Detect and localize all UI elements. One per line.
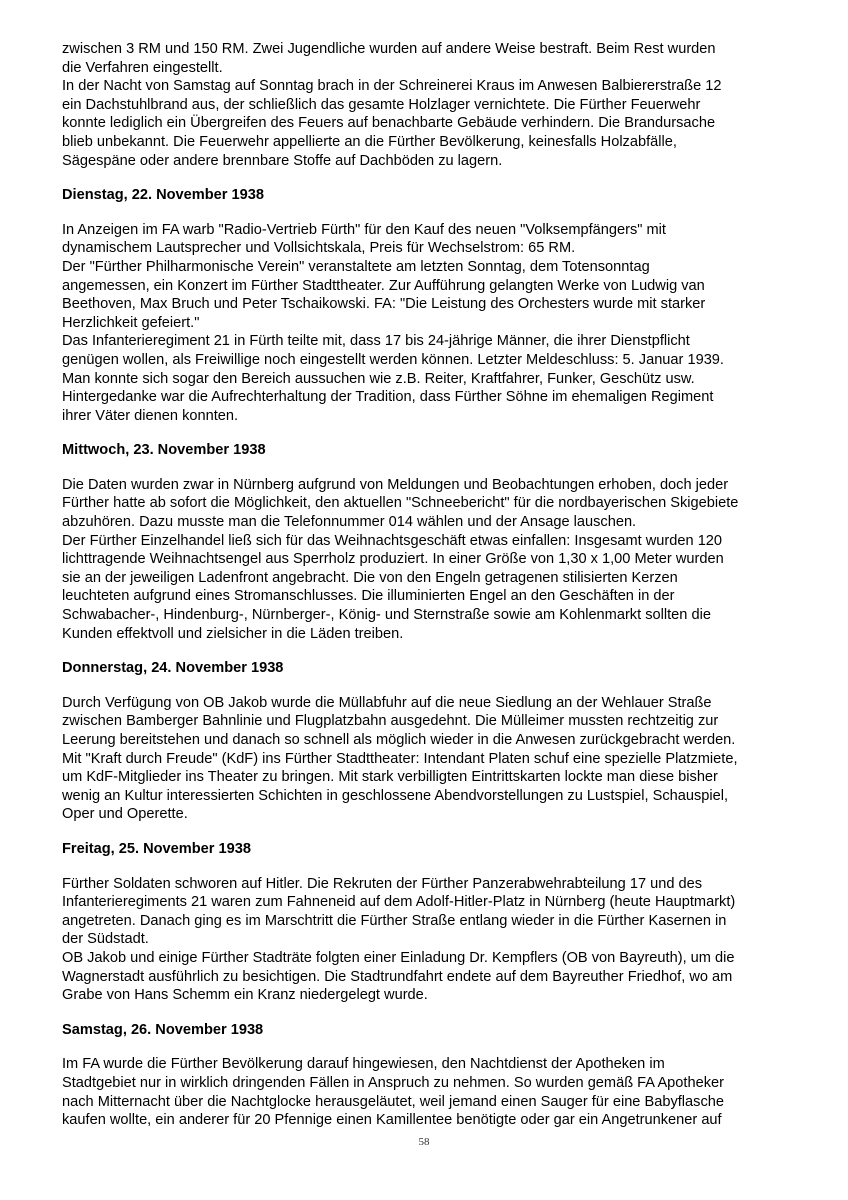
text-line: sie an der jeweiligen Ladenfront angebracht. Die von den Engeln getragenen stilisierten Kerzen xyxy=(62,569,678,586)
document-page xyxy=(62,40,798,1130)
intro-paragraph xyxy=(62,77,798,170)
section-paragraph xyxy=(62,332,798,425)
text-line: ein Dachstuhlbrand aus, der schließlich das gesamte Holzlager vernichtete. Die Fürther Feuerwehr xyxy=(62,96,701,113)
section-paragraph xyxy=(62,1055,798,1129)
text-line: Fürther hatte ab sofort die Möglichkeit, den aktuellen "Schneebericht" für die nordbayerischen Skigebiete xyxy=(62,495,739,512)
section-heading: Freitag, 25. November 1938 xyxy=(62,840,251,857)
section-paragraph xyxy=(62,221,798,258)
text-line: lichttragende Weihnachtsengel aus Sperrholz produziert. In einer Größe von 1,30 x 1,00 Meter wurden xyxy=(62,551,724,568)
section-heading: Mittwoch, 23. November 1938 xyxy=(62,442,266,459)
text-line: Man konnte sich sogar den Bereich aussuchen wie z.B. Reiter, Kraftfahrer, Funker, Geschütz usw. xyxy=(62,370,695,387)
text-line: abzuhören. Dazu musste man die Telefonnummer 014 wählen und der Ansage lauschen. xyxy=(62,514,637,531)
text-line: Schwabacher-, Hindenburg-, Nürnberger-, König- und Sternstraße sowie am Kohlenmarkt sollten die xyxy=(62,607,711,624)
text-line: angetreten. Danach ging es im Marschtritt die Fürther Straße entlang wieder in die Fürther Kasernen in xyxy=(62,912,727,929)
text-line: dynamischem Lautsprecher und Vollsichtskala, Preis für Wechselstrom: 65 RM. xyxy=(62,240,576,257)
text-line: zwischen Bamberger Bahnlinie und Flugplatzbahn ausgedehnt. Die Mülleimer mussten rechtzeitig zur xyxy=(62,713,719,730)
day-section xyxy=(62,441,798,643)
text-line: Beethoven, Max Bruch und Peter Tschaikowski. FA: "Die Leistung des Orchesters wurde mit starker xyxy=(62,296,706,313)
text-line: Infanterieregiments 21 waren zum Fahneneid auf dem Adolf-Hitler-Platz in Nürnberg (heute Hauptmarkt) xyxy=(62,894,736,911)
text-line: Fürther Soldaten schworen auf Hitler. Die Rekruten der Fürther Panzerabwehrabteilung 17 und des xyxy=(62,875,703,892)
text-line: nach Mitternacht über die Nachtglocke herausgeläutet, weil jemand einen Sauger für eine Babyflasche xyxy=(62,1093,724,1110)
text-line: angemessen, ein Konzert im Fürther Stadttheater. Zur Aufführung gelangten Werke von Ludwig van xyxy=(62,277,705,294)
intro-paragraph xyxy=(62,40,798,77)
day-section xyxy=(62,1021,798,1130)
text-line: Wagnerstadt ausführlich zu besichtigen. Die Stadtrundfahrt endete auf dem Bayreuther Friedhof, wo am xyxy=(62,968,733,985)
text-line: Grabe von Hans Schemm ein Kranz niedergelegt wurde. xyxy=(62,987,428,1004)
section-paragraph xyxy=(62,949,798,1005)
text-line: Das Infanterieregiment 21 in Fürth teilte mit, dass 17 bis 24-jährige Männer, die ihrer Dienstpflicht xyxy=(62,333,690,350)
text-line: wenig an Kultur interessierten Schichten in geschlossene Abendvorstellungen zu Lustspiel, Schauspiel, xyxy=(62,787,729,804)
text-line: ihrer Väter dienen konnten. xyxy=(62,407,239,424)
text-line: Mit "Kraft durch Freude" (KdF) ins Fürther Stadttheater: Intendant Platen schuf eine spezielle Platzmiete, xyxy=(62,750,738,767)
text-line: um KdF-Mitglieder ins Theater zu bringen. Mit stark verbilligten Eintrittskarten lockte man diese bisher xyxy=(62,769,718,786)
text-line: Der Fürther Einzelhandel ließ sich für das Weihnachtsgeschäft etwas einfallen: Insgesamt wurden 120 xyxy=(62,532,723,549)
section-heading: Samstag, 26. November 1938 xyxy=(62,1021,264,1038)
text-line: In der Nacht von Samstag auf Sonntag brach in der Schreinerei Kraus im Anwesen Balbiererstraße 12 xyxy=(62,78,722,95)
day-section xyxy=(62,659,798,824)
day-section xyxy=(62,186,798,425)
text-line: leuchteten aufgrund eines Stromanschlusses. Die illuminierten Engel an den Geschäften in der xyxy=(62,588,675,605)
section-paragraph xyxy=(62,875,798,949)
section-paragraph xyxy=(62,476,798,532)
section-heading: Dienstag, 22. November 1938 xyxy=(62,187,264,204)
text-line: die Verfahren eingestellt. xyxy=(62,59,223,76)
text-line: blieb unbekannt. Die Feuerwehr appellierte an die Fürther Bevölkerung, keinesfalls Holzabfälle, xyxy=(62,133,677,150)
section-paragraph xyxy=(62,694,798,750)
text-line: zwischen 3 RM und 150 RM. Zwei Jugendliche wurden auf andere Weise bestraft. Beim Rest wurden xyxy=(62,41,716,57)
text-line: genügen wollen, als Freiwillige noch eingestellt werden können. Letzter Meldeschluss: 5. Januar 1939. xyxy=(62,351,724,368)
text-line: Sägespäne oder andere brennbare Stoffe auf Dachböden zu lagern. xyxy=(62,152,503,169)
text-line: Herzlichkeit gefeiert." xyxy=(62,314,200,331)
text-line: In Anzeigen im FA warb "Radio-Vertrieb Fürth" für den Kauf des neuen "Volksempfängers" mit xyxy=(62,221,666,238)
text-line: Der "Fürther Philharmonische Verein" veranstaltete am letzten Sonntag, dem Totensonntag xyxy=(62,258,650,275)
text-line: Kunden effektvoll und zielsicher in die Läden treiben. xyxy=(62,625,404,642)
section-paragraph xyxy=(62,258,798,332)
text-line: der Südstadt. xyxy=(62,931,149,948)
text-line: Stadtgebiet nur in wirklich dringenden Fällen in Anspruch zu nehmen. So wurden gemäß FA Apotheker xyxy=(62,1074,724,1091)
text-line: Oper und Operette. xyxy=(62,806,188,823)
section-paragraph xyxy=(62,750,798,824)
text-line: Hintergedanke war die Aufrechterhaltung der Tradition, dass Fürther Söhne im ehemaligen Regiment xyxy=(62,389,714,406)
section-paragraph xyxy=(62,532,798,644)
section-heading: Donnerstag, 24. November 1938 xyxy=(62,660,284,677)
text-line: Leerung bereitstehen und danach so schnell als möglich wieder in die Anwesen zurückgebracht werden. xyxy=(62,732,736,748)
text-line: Im FA wurde die Fürther Bevölkerung darauf hingewiesen, den Nachtdienst der Apotheken im xyxy=(62,1056,665,1073)
day-section xyxy=(62,840,798,1005)
text-line: kaufen wollte, ein anderer für 20 Pfennige einen Kamillentee benötigte oder gar ein Angetrunkener auf xyxy=(62,1112,722,1129)
text-line: konnte lediglich ein Übergreifen des Feuers auf benachbarte Gebäude verhindern. Die Brandursache xyxy=(62,115,716,132)
text-line: Durch Verfügung von OB Jakob wurde die Müllabfuhr auf die neue Siedlung an der Wehlauer Straße xyxy=(62,694,712,711)
page-number: 58 xyxy=(418,1136,430,1148)
text-line: Die Daten wurden zwar in Nürnberg aufgrund von Meldungen und Beobachtungen erhoben, doch jeder xyxy=(62,476,729,493)
text-line: OB Jakob und einige Fürther Stadträte folgten einer Einladung Dr. Kempflers (OB von Bayreuth), um die xyxy=(62,949,735,966)
